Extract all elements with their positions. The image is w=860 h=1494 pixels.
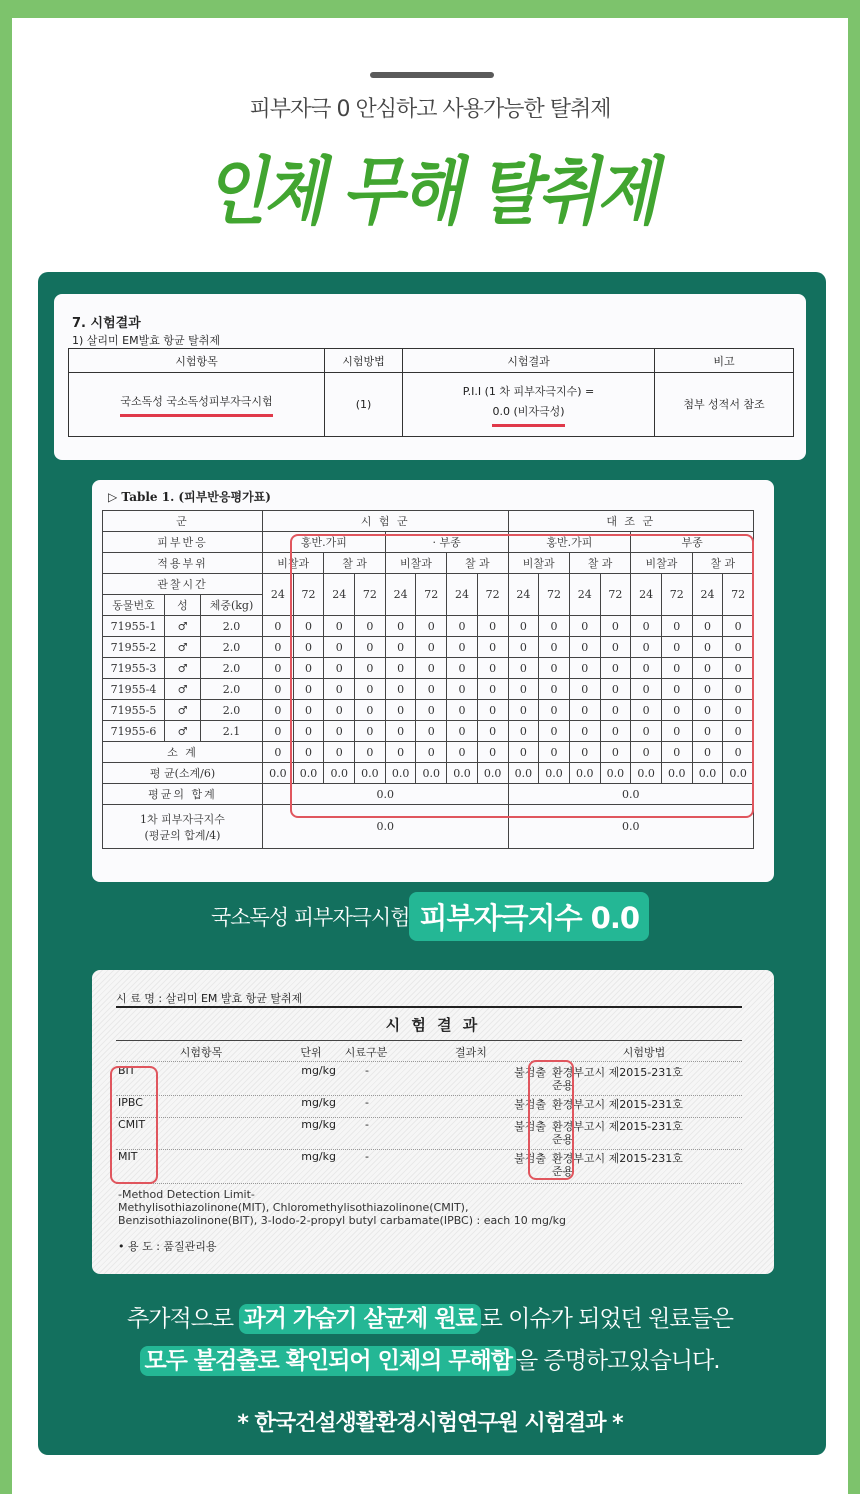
score-cell: 0 [416,616,447,637]
score-cell: 0 [416,637,447,658]
animal-id: 71955-6 [103,721,165,742]
time-header: 24 [324,574,355,616]
highlight-box-items [110,1066,158,1184]
score-cell: 0 [600,721,631,742]
score-cell: 0 [539,658,570,679]
average-cell: 0.0 [355,763,386,784]
animal-sex: ♂ [165,616,201,637]
animal-weight: 2.0 [201,658,263,679]
score-cell: 0 [477,700,508,721]
item-cell [69,373,325,437]
score-cell: 0 [293,658,324,679]
score-cell: 0 [324,637,355,658]
score-cell: 0 [723,700,754,721]
subtotal-cell: 0 [477,742,508,763]
sample-name: 시 료 명 : 살리미 EM 발효 항균 탈취제 [116,992,303,1005]
cell-sample: - [365,1096,369,1109]
header-method: 시험방법 [325,349,403,373]
caption-text: 추가적으로 [127,1306,240,1332]
time-header: 24 [508,574,539,616]
score-cell: 0 [293,616,324,637]
reaction-header: 부종 [631,532,754,553]
summary-table [68,348,794,437]
score-cell: 0 [600,637,631,658]
time-header: 24 [263,574,294,616]
divider [116,1006,742,1008]
subtotal-cell: 0 [661,742,692,763]
score-cell: 0 [385,637,416,658]
divider-bar [370,72,494,78]
note-line: Methylisothiazolinone(MIT), Chloromethylisothiazolinone(CMIT), [118,1201,469,1214]
score-cell: 0 [508,721,539,742]
animal-sex: ♂ [165,700,201,721]
cell-method: 환경부고시 제2015-231호 [552,1098,683,1111]
detection-row [116,1118,742,1150]
score-cell: 0 [692,700,723,721]
score-cell: 0 [355,700,386,721]
score-cell: 0 [477,616,508,637]
time-header: 72 [477,574,508,616]
score-cell: 0 [508,616,539,637]
header-method: 시험방법 [622,1046,666,1059]
site-header: 찰 과 [692,553,753,574]
note-line: -Method Detection Limit- [118,1188,255,1201]
score-cell: 0 [324,658,355,679]
animal-id: 71955-4 [103,679,165,700]
score-cell: 0 [385,721,416,742]
score-cell: 0 [600,616,631,637]
score-cell: 0 [447,637,478,658]
detection-table-header [116,1044,742,1062]
test-group-header: 시 험 군 [263,511,509,532]
time-header: 72 [661,574,692,616]
cell-unit: mg/kg [301,1150,336,1163]
animal-id: 71955-5 [103,700,165,721]
time-header: 24 [692,574,723,616]
score-cell: 0 [723,679,754,700]
cell-item: CMIT [118,1118,146,1131]
test-result-summary-card [54,294,806,460]
score-cell: 0 [447,616,478,637]
score-cell: 0 [569,637,600,658]
score-cell: 0 [661,658,692,679]
result-line2: 0.0 (비자극성) [492,402,564,427]
header-result: 결과치 [455,1046,487,1059]
detection-result-card [92,970,774,1274]
score-cell: 0 [263,700,294,721]
score-cell: 0 [416,721,447,742]
time-header: 72 [723,574,754,616]
header-item: 시험항목 [69,349,325,373]
average-cell: 0.0 [477,763,508,784]
score-cell: 0 [385,616,416,637]
animal-weight: 2.0 [201,700,263,721]
cell-unit: mg/kg [301,1118,336,1131]
average-cell: 0.0 [539,763,570,784]
subtotal-cell: 0 [539,742,570,763]
score-cell: 0 [692,679,723,700]
header-sample: 시료구분 [344,1046,388,1059]
sum-label: 평균의 합계 [103,784,263,805]
score-cell: 0 [385,700,416,721]
cell-item: BIT [118,1064,136,1077]
score-cell: 0 [569,658,600,679]
subtotal-cell: 0 [508,742,539,763]
subtotal-cell: 0 [723,742,754,763]
reaction-label: 피부반응 [103,532,263,553]
result-cell [403,373,655,437]
average-cell: 0.0 [293,763,324,784]
animal-weight: 2.0 [201,679,263,700]
cell-sample: - [365,1150,369,1163]
header-unit: 단위 [300,1046,322,1059]
reaction-header: 홍반.가피 [508,532,631,553]
animal-weight: 2.0 [201,616,263,637]
score-cell: 0 [539,679,570,700]
time-header: 72 [416,574,447,616]
animal-id-header: 동물번호 [103,595,165,616]
highlight-box [290,534,754,818]
site-header: 찰 과 [569,553,630,574]
header-item: 시험항목 [179,1046,223,1059]
cell-item: IPBC [118,1096,143,1109]
animal-sex: ♂ [165,679,201,700]
sum-test: 0.0 [263,784,509,805]
subtotal-cell: 0 [324,742,355,763]
score-cell: 0 [539,616,570,637]
score-cell: 0 [631,637,662,658]
cell-result: 불검출 [514,1120,546,1133]
score-cell: 0 [447,658,478,679]
highlight-box-results [528,1060,574,1180]
control-group-header: 대 조 군 [508,511,754,532]
score-cell: 0 [508,679,539,700]
pii-label: 1차 피부자극지수 (평균의 합계/4) [103,805,263,849]
score-cell: 0 [508,637,539,658]
score-cell: 0 [263,721,294,742]
score-cell: 0 [692,637,723,658]
score-cell: 0 [569,616,600,637]
subtotal-label: 소 계 [103,742,263,763]
site-header: 비찰과 [631,553,692,574]
average-cell: 0.0 [723,763,754,784]
time-header: 72 [539,574,570,616]
subtotal-cell: 0 [416,742,447,763]
subtotal-cell: 0 [293,742,324,763]
score-cell: 0 [324,721,355,742]
caption-highlight: 피부자극지수 0.0 [409,892,649,941]
average-cell: 0.0 [416,763,447,784]
score-cell: 0 [631,679,662,700]
cell-result: 불검출 [514,1066,546,1079]
time-label: 관찰시간 [103,574,263,595]
subtotal-cell: 0 [385,742,416,763]
animal-sex: ♂ [165,658,201,679]
score-cell: 0 [692,721,723,742]
cell-unit: mg/kg [301,1096,336,1109]
score-cell: 0 [569,700,600,721]
score-cell: 0 [293,679,324,700]
cell-sample: - [365,1118,369,1131]
score-cell: 0 [263,658,294,679]
score-cell: 0 [569,679,600,700]
score-cell: 0 [508,658,539,679]
average-label: 평 균(소계/6) [103,763,263,784]
result-title: 시 험 결 과 [385,1016,481,1034]
item-text: 국소독성 국소독성피부자극시험 [120,392,272,417]
cell-method: 환경부고시 제2015-231호 준용 [552,1152,683,1178]
score-cell: 0 [661,616,692,637]
divider [116,1040,742,1041]
subtotal-cell: 0 [263,742,294,763]
usage-note: • 용 도 : 품질관리용 [118,1240,217,1253]
site-header: 찰 과 [324,553,385,574]
score-cell: 0 [477,679,508,700]
average-cell: 0.0 [508,763,539,784]
score-cell: 0 [539,637,570,658]
average-cell: 0.0 [661,763,692,784]
animal-id: 71955-3 [103,658,165,679]
score-cell: 0 [692,658,723,679]
time-header: 24 [631,574,662,616]
cell-result: 불검출 [514,1152,546,1165]
conclusion-caption [0,1298,860,1382]
site-label: 적용부위 [103,553,263,574]
site-header: 찰 과 [447,553,508,574]
score-cell: 0 [355,721,386,742]
score-cell: 0 [723,721,754,742]
score-cell: 0 [477,637,508,658]
average-cell: 0.0 [447,763,478,784]
subtotal-cell: 0 [569,742,600,763]
caption-highlight: 모두 불검출로 확인되어 인체의 무해함 [140,1346,516,1376]
product-name: 1) 살리미 EM발효 항균 탈취제 [72,334,220,347]
time-header: 24 [569,574,600,616]
score-cell: 0 [569,721,600,742]
animal-id: 71955-1 [103,616,165,637]
score-cell: 0 [447,679,478,700]
score-cell: 0 [477,721,508,742]
detection-row [116,1096,742,1118]
note-line: Benzisothiazolinone(BIT), 3-Iodo-2-propyl butyl carbamate(IPBC) : each 10 mg/kg [118,1214,567,1227]
subtotal-cell: 0 [692,742,723,763]
note-cell: 첨부 성적서 참조 [655,373,794,437]
average-cell: 0.0 [324,763,355,784]
score-cell: 0 [600,679,631,700]
time-header: 24 [385,574,416,616]
caption-text: 국소독성 피부자극시험 [210,905,410,930]
score-cell: 0 [263,679,294,700]
method-cell: (1) [325,373,403,437]
sex-header: 성 [165,595,201,616]
detection-row [116,1064,742,1096]
score-cell: 0 [631,658,662,679]
score-cell: 0 [355,637,386,658]
cell-item: MIT [118,1150,138,1163]
site-header: 비찰과 [263,553,324,574]
time-header: 72 [293,574,324,616]
header-note: 비고 [655,349,794,373]
score-cell: 0 [293,700,324,721]
score-cell: 0 [385,679,416,700]
score-cell: 0 [416,679,447,700]
score-cell: 0 [661,700,692,721]
time-header: 72 [355,574,386,616]
score-cell: 0 [355,658,386,679]
subtotal-cell: 0 [600,742,631,763]
caption-text: 을 증명하고있습니다. [515,1348,720,1374]
page-title: 인체 무해 탈취제 [204,150,656,236]
group-label: 군 [103,511,263,532]
score-cell: 0 [539,700,570,721]
animal-sex: ♂ [165,721,201,742]
score-cell: 0 [324,700,355,721]
animal-id: 71955-2 [103,637,165,658]
header-result: 시험결과 [403,349,655,373]
cell-unit: mg/kg [301,1064,336,1077]
score-cell: 0 [416,658,447,679]
reaction-header: 홍반.가피 [263,532,386,553]
score-cell: 0 [600,700,631,721]
average-cell: 0.0 [600,763,631,784]
score-cell: 0 [447,700,478,721]
score-cell: 0 [723,658,754,679]
score-cell: 0 [631,700,662,721]
score-cell: 0 [293,721,324,742]
time-header: 72 [600,574,631,616]
score-cell: 0 [477,658,508,679]
score-cell: 0 [661,637,692,658]
score-cell: 0 [355,679,386,700]
cell-method: 환경부고시 제2015-231호 준용 [552,1120,683,1146]
score-cell: 0 [263,637,294,658]
pii-test: 0.0 [263,805,509,849]
score-cell: 0 [600,658,631,679]
score-cell: 0 [355,616,386,637]
subtitle: 피부자극 0 안심하고 사용가능한 탈취제 [249,97,611,122]
table-title: ▷ Table 1. (피부반응평가표) [108,490,271,504]
site-header: 비찰과 [385,553,446,574]
detection-limit-notes [118,1188,566,1227]
score-cell: 0 [692,616,723,637]
score-cell: 0 [661,721,692,742]
detection-row [116,1150,742,1184]
animal-sex: ♂ [165,637,201,658]
score-cell: 0 [508,700,539,721]
weight-header: 체중(kg) [201,595,263,616]
source-credit: * 한국건설생활환경시험연구원 시험결과 * [237,1411,623,1436]
sum-control: 0.0 [508,784,754,805]
score-cell: 0 [324,616,355,637]
score-cell: 0 [447,721,478,742]
section-heading: 7. 시험결과 [72,316,141,331]
cell-result: 불검출 [514,1098,546,1111]
animal-weight: 2.0 [201,637,263,658]
subtotal-cell: 0 [447,742,478,763]
subtotal-cell: 0 [355,742,386,763]
score-cell: 0 [631,616,662,637]
score-cell: 0 [631,721,662,742]
animal-weight: 2.1 [201,721,263,742]
time-header: 24 [447,574,478,616]
cell-sample: - [365,1064,369,1077]
score-cell: 0 [293,637,324,658]
subtotal-cell: 0 [631,742,662,763]
cell-method: 환경부고시 제2015-231호 준용 [552,1066,683,1092]
pii-control: 0.0 [508,805,754,849]
skin-reaction-table-card [92,480,774,882]
caption-highlight: 과거 가습기 살균제 원료 [239,1304,480,1334]
average-cell: 0.0 [631,763,662,784]
score-cell: 0 [723,616,754,637]
result-line1: P.I.I (1 차 피부자극지수) = [462,385,595,398]
score-cell: 0 [263,616,294,637]
reaction-header: · 부종 [385,532,508,553]
average-cell: 0.0 [692,763,723,784]
score-cell: 0 [385,658,416,679]
average-cell: 0.0 [263,763,294,784]
caption-text: 로 이슈가 되었던 원료들은 [480,1306,733,1332]
score-cell: 0 [539,721,570,742]
average-cell: 0.0 [385,763,416,784]
average-cell: 0.0 [569,763,600,784]
site-header: 비찰과 [508,553,569,574]
score-cell: 0 [661,679,692,700]
score-cell: 0 [416,700,447,721]
score-cell: 0 [324,679,355,700]
score-cell: 0 [723,637,754,658]
irritation-caption [0,892,860,941]
